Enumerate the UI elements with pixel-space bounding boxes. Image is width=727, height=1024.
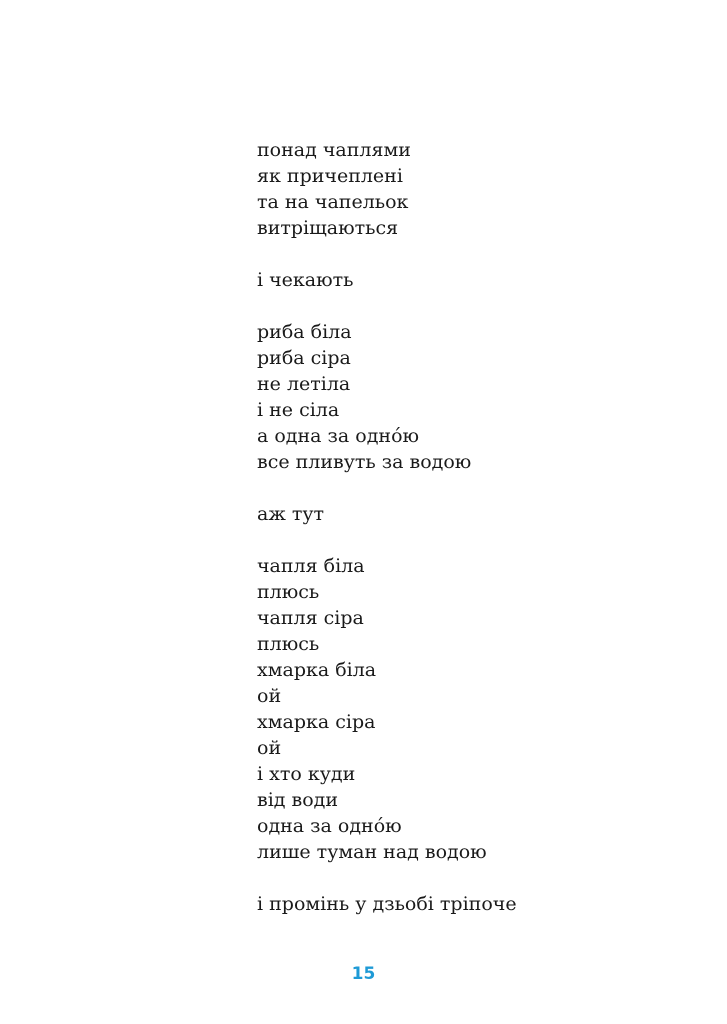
poem-line: лише туман над водою bbox=[257, 841, 487, 863]
stanza bbox=[257, 501, 697, 527]
poem-line: риба сіра bbox=[257, 347, 351, 369]
poem-line: хмарка сіра bbox=[257, 711, 376, 733]
poem-line: а одна за однóю bbox=[257, 425, 420, 447]
poem-line: понад чаплями bbox=[257, 139, 411, 161]
poem-line: плюсь bbox=[257, 581, 320, 603]
page-number: 15 bbox=[351, 964, 376, 984]
poem-line: і промінь у дзьобі тріпоче bbox=[257, 893, 517, 915]
poem-line: плюсь bbox=[257, 633, 320, 655]
poem-line: та на чапельок bbox=[257, 191, 409, 213]
stanza bbox=[257, 137, 697, 241]
stanza bbox=[257, 319, 697, 475]
poem-line: від води bbox=[257, 789, 339, 811]
poem-text bbox=[257, 137, 697, 943]
poem-line: витріщаються bbox=[257, 217, 399, 239]
poem-line: чапля сіра bbox=[257, 607, 364, 629]
poem-line: одна за однóю bbox=[257, 815, 402, 837]
poem-line: все пливуть за водою bbox=[257, 451, 472, 473]
poem-line: хмарка біла bbox=[257, 659, 377, 681]
poem-line: риба біла bbox=[257, 321, 352, 343]
poem-line: і хто куди bbox=[257, 763, 356, 785]
poem-line: як причеплені bbox=[257, 165, 403, 187]
stanza bbox=[257, 891, 697, 917]
poem-line: не летіла bbox=[257, 373, 351, 395]
poem-line: чапля біла bbox=[257, 555, 365, 577]
poem-line: ой bbox=[257, 685, 282, 707]
poem-line: аж тут bbox=[257, 503, 325, 525]
stanza bbox=[257, 267, 697, 293]
poem-line: і не сіла bbox=[257, 399, 340, 421]
poem-line: ой bbox=[257, 737, 282, 759]
poem-line: і чекають bbox=[257, 269, 354, 291]
stanza bbox=[257, 553, 697, 865]
